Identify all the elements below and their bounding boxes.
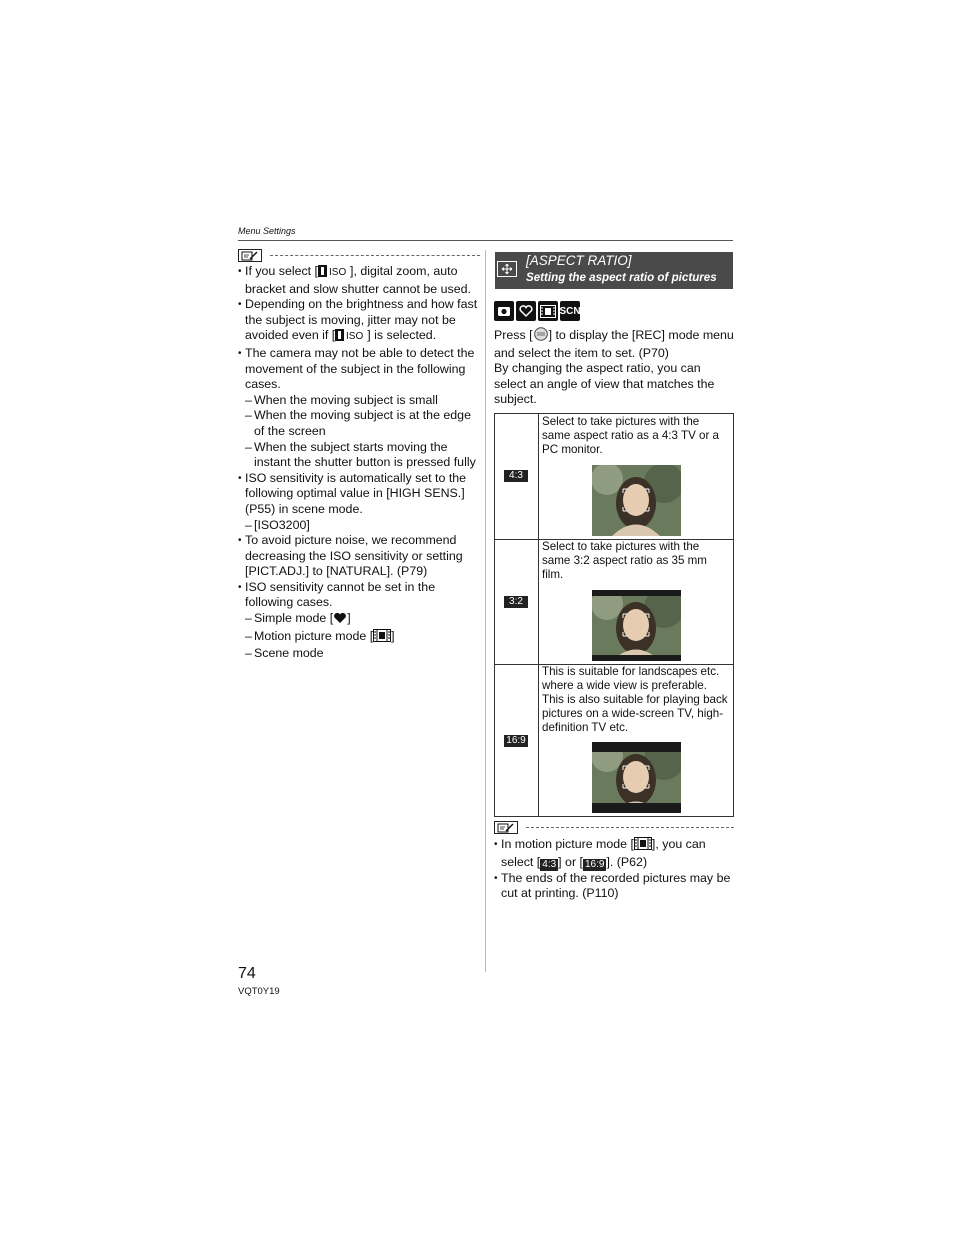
ratio-description: This is suitable for landscapes etc. where a wide view is preferable. This is also suitable for playing back pictures on a wide-screen TV, high-definition TV etc. — [542, 665, 728, 734]
ratio-description: Select to take pictures with the same aspect ratio as a 4:3 TV or a PC monitor. — [542, 415, 720, 456]
motion-picture-icon — [538, 301, 558, 321]
column-divider — [485, 250, 486, 972]
sub-item: – When the subject starts moving the instant the shutter button is pressed fully — [238, 440, 480, 471]
document-code: VQT0Y19 — [238, 986, 280, 997]
note-bullet: • To avoid picture noise, we recommend decreasing the ISO sensitivity or setting [PICT.ADJ.] to [NATURAL]. (P79) — [238, 533, 480, 580]
note-header — [494, 821, 734, 834]
table-row — [495, 664, 733, 816]
note-icon — [494, 821, 518, 834]
camera-mode-icon — [494, 301, 514, 321]
iso-intelligent-icon — [318, 265, 350, 282]
dashed-rule — [526, 827, 734, 828]
iso-text: ISO — [329, 267, 347, 277]
sub-item: – Simple mode [ ] — [238, 611, 480, 629]
ratio-badge-inline: 4:3 — [542, 858, 557, 870]
note-bullet: • ISO sensitivity cannot be set in the following cases. — [238, 580, 480, 611]
aspect-ratio-table — [494, 413, 734, 817]
heart-icon — [333, 612, 347, 629]
sub-item: – Motion picture mode [ ] — [238, 629, 480, 647]
aspect-ratio-header — [495, 252, 733, 289]
sample-photo-4-3 — [592, 465, 681, 536]
sub-item: – [ISO3200] — [238, 518, 480, 534]
top-rule — [238, 240, 733, 241]
note-icon — [238, 249, 262, 262]
intro-text: Press [ ] to display the [REC] mode menu and select the item to set. (P70) By changing the aspect ratio, you can select an angle of view that matches the subject. — [494, 328, 734, 407]
iso-intelligent-icon — [335, 329, 367, 346]
aspect-notes — [494, 821, 734, 902]
motion-picture-icon — [373, 629, 391, 647]
menu-set-button-icon — [533, 327, 549, 346]
ratio-badge: 4:3 — [504, 470, 528, 482]
note-bullet: • If you select [ ISO ], digital zoom, auto bracket and slow shutter cannot be used. — [238, 264, 480, 297]
sample-photo-3-2 — [592, 590, 681, 661]
note-header — [238, 249, 480, 262]
motion-picture-icon — [634, 837, 652, 855]
note-bullet: • Depending on the brightness and how fast the subject is moving, jitter may not be avoided even if [ ISO ] is selected. — [238, 297, 480, 346]
ratio-badge: 3:2 — [504, 596, 528, 608]
note-bullet: • The ends of the recorded pictures may be cut at printing. (P110) — [494, 871, 734, 902]
applicable-modes — [494, 301, 580, 321]
sub-item: – When the moving subject is at the edge of the screen — [238, 408, 480, 439]
note-bullet: • ISO sensitivity is automatically set to the following optimal value in [HIGH SENS.] (P55) in scene mode. — [238, 471, 480, 518]
table-row — [495, 539, 733, 665]
ratio-description: Select to take pictures with the same 3:2 aspect ratio as 35 mm film. — [542, 540, 707, 581]
ratio-badge: 16:9 — [504, 735, 528, 747]
dashed-rule — [270, 255, 480, 256]
page-number: 74 — [238, 965, 256, 982]
scene-mode-icon: SCN — [560, 301, 580, 321]
ratio-badge-inline: 16:9 — [584, 858, 605, 870]
section-label: Menu Settings — [238, 226, 296, 236]
section-subtitle: Setting the aspect ratio of pictures — [526, 271, 717, 284]
note-bullet: • The camera may not be able to detect the movement of the subject in the following cases. — [238, 346, 480, 393]
table-row — [495, 414, 733, 540]
left-notes — [238, 249, 480, 662]
sample-photo-16-9 — [592, 742, 681, 813]
iso-text: ISO — [346, 331, 364, 342]
simple-mode-icon — [516, 301, 536, 321]
sub-item: – Scene mode — [238, 646, 480, 662]
sub-item: – When the moving subject is small — [238, 393, 480, 409]
section-title: [ASPECT RATIO] — [526, 253, 632, 268]
note-bullet: • In motion picture mode [ ], you can select [ 4:3 ] or [ 16:9 ]. (P62) — [494, 837, 734, 871]
aspect-ratio-icon — [497, 261, 517, 277]
